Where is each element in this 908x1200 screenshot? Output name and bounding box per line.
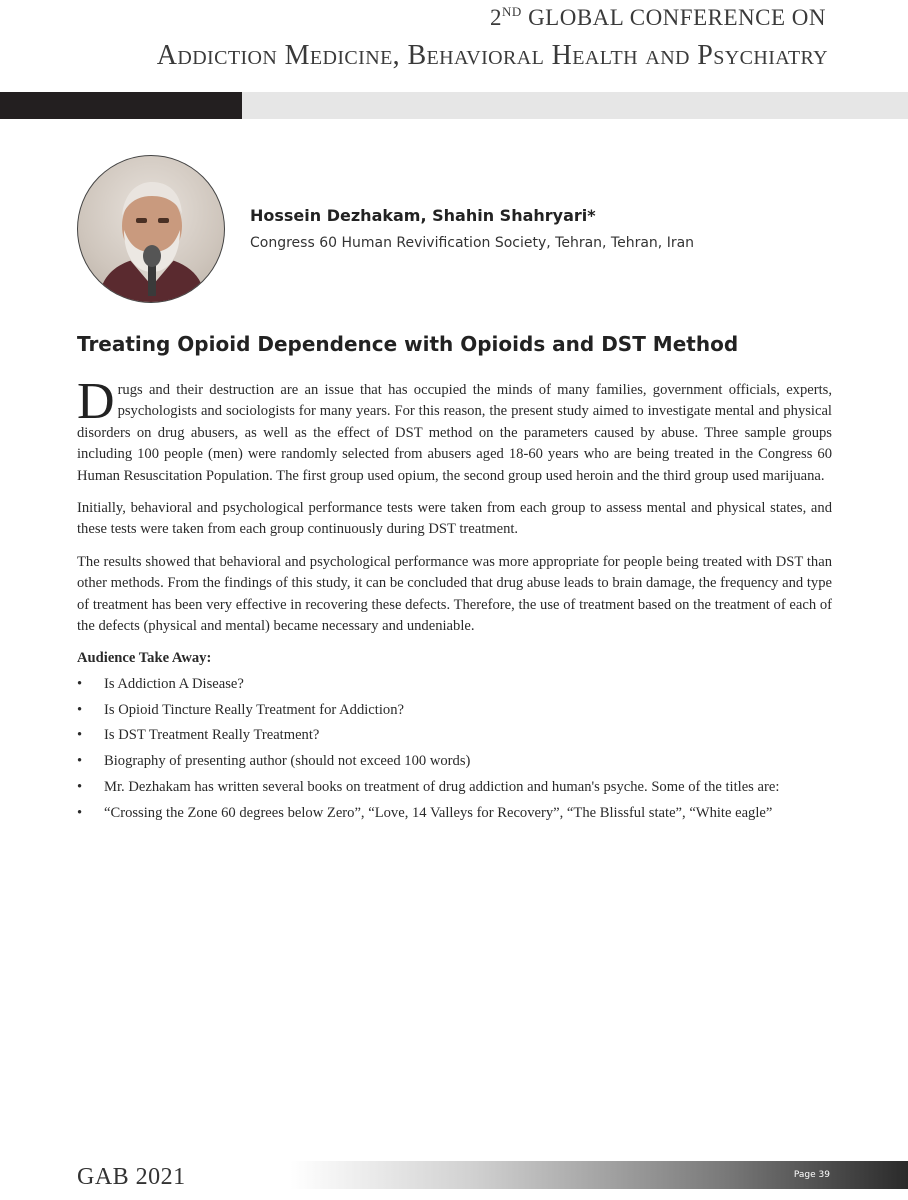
footer-event-label: GAB 2021 bbox=[77, 1164, 186, 1190]
list-item: • Is Addiction A Disease? bbox=[77, 674, 832, 695]
conference-title-line2: Addiction Medicine, Behavioral Health and Psychiatry bbox=[156, 40, 828, 71]
author-photo bbox=[77, 155, 225, 303]
takeaway-list bbox=[77, 674, 832, 824]
author-affiliation: Congress 60 Human Revivification Society, Tehran, Tehran, Iran bbox=[250, 235, 695, 251]
list-item: • Is Opioid Tincture Really Treatment for Addiction? bbox=[77, 700, 832, 721]
header-band-light bbox=[242, 92, 908, 119]
header-band-dark bbox=[0, 92, 242, 119]
portrait-icon bbox=[78, 156, 225, 303]
page-number: Page 39 bbox=[793, 1170, 830, 1180]
takeaway-heading: Audience Take Away: bbox=[77, 650, 212, 667]
drop-cap: D bbox=[77, 373, 115, 430]
list-item: • Mr. Dezhakam has written several books on treatment of drug addiction and human's psyche. Some of the titles are: bbox=[77, 777, 832, 798]
author-names: Hossein Dezhakam, Shahin Shahryari* bbox=[250, 206, 596, 225]
conference-title-line1: 2ND GLOBAL CONFERENCE ON bbox=[490, 4, 826, 30]
paragraph-2: Initially, behavioral and psychological performance tests were taken from each group to assess mental and physical states, and these tests were taken from each group continuously during DST treatment. bbox=[77, 500, 832, 538]
list-item: • Is DST Treatment Really Treatment? bbox=[77, 725, 832, 746]
article-title: Treating Opioid Dependence with Opioids and DST Method bbox=[77, 332, 739, 356]
list-item: • Biography of presenting author (should not exceed 100 words) bbox=[77, 751, 832, 772]
paragraph-1: Drugs and their destruction are an issue that has occupied the minds of many families, government officials, experts, psychologists and sociologists for many years. For this reason, the present study aimed to investigate mental and physical disorders on drug abusers, as well as the effect of DST method on the parameters caused by abuse. Three sample groups including 100 people (men) were randomly selected from abusers aged 18-60 years who are being treated in the Congress 60 Human Resuscitation Population. The first group used opium, the second group used heroin and the third group used marijuana. bbox=[77, 373, 832, 484]
article-body bbox=[77, 373, 832, 829]
list-item: • “Crossing the Zone 60 degrees below Zero”, “Love, 14 Valleys for Recovery”, “The Blissful state”, “White eagle” bbox=[77, 803, 832, 824]
paragraph-3: The results showed that behavioral and psychological performance was more appropriate for people being treated with DST than other methods. From the findings of this study, it can be concluded that drug abuse leads to brain damage, the frequency and type of treatment has been very effective in recovering these defects. Therefore, the use of treatment based on the treatment of each of the defects (physical and mental) became necessary and undeniable. bbox=[77, 553, 832, 635]
